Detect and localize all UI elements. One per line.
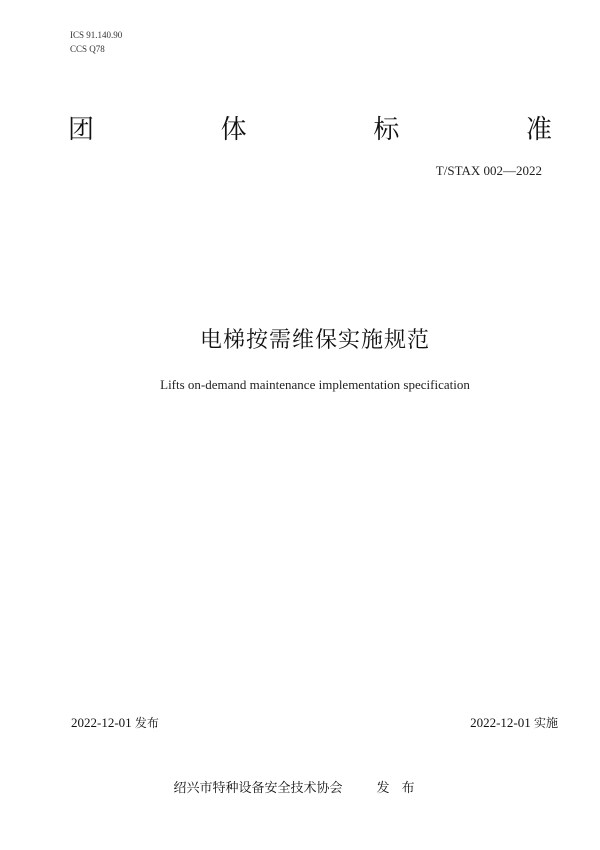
publish-label: 发布 <box>134 716 159 730</box>
publisher <box>0 777 600 796</box>
standard-number: T/STAX 002—2022 <box>435 163 542 178</box>
publish-date-value: 2022-12-01 <box>71 715 132 730</box>
document-english-title: Lifts on-demand maintenance implementation specification <box>160 377 470 392</box>
implementation-date-value: 2022-12-01 <box>470 715 531 730</box>
classification-codes <box>70 28 122 56</box>
implementation-label: 实施 <box>533 716 558 730</box>
publish-date <box>71 714 159 731</box>
group-standard-heading <box>68 112 552 148</box>
publisher-name: 绍兴市特种设备安全技术协会 <box>173 781 343 796</box>
heading-char: 团 <box>68 115 95 145</box>
ccs-code: CCS Q78 <box>70 44 105 54</box>
document-title: 电梯按需维保实施规范 <box>199 328 430 353</box>
heading-char: 准 <box>525 115 552 145</box>
ics-code: ICS 91.140.90 <box>70 30 123 40</box>
implementation-date <box>470 714 558 731</box>
publisher-label: 发布 <box>376 781 427 796</box>
heading-char: 标 <box>373 115 400 145</box>
heading-char: 体 <box>220 115 247 145</box>
